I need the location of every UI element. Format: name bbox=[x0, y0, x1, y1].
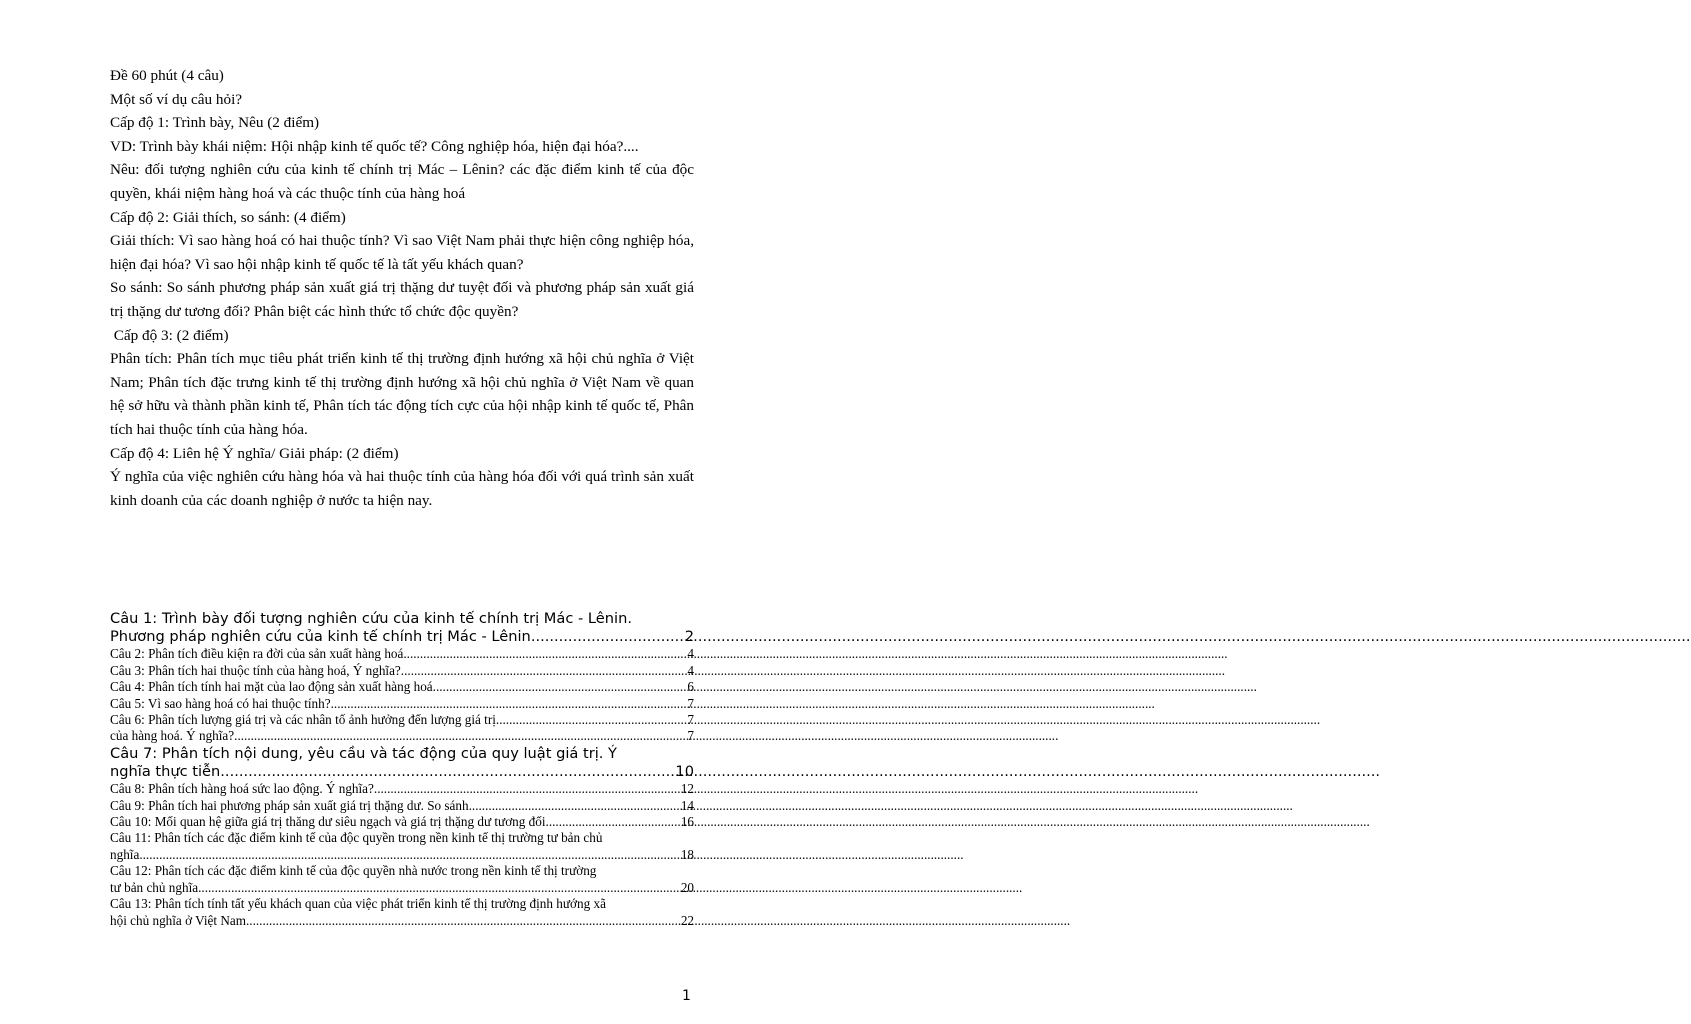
toc-entry-text: tư bản chủ nghĩa bbox=[110, 879, 199, 895]
toc-page-number: 16 bbox=[680, 814, 694, 830]
level-1-example: VD: Trình bày khái niệm: Hội nhập kinh tế quốc tế? Công nghiệp hóa, hiện đại hóa?.... bbox=[110, 137, 639, 155]
toc-entry-1[interactable] bbox=[110, 610, 694, 646]
toc-leader bbox=[198, 880, 681, 896]
toc-entry-13[interactable] bbox=[110, 896, 694, 929]
level-2-heading: Cấp độ 2: Giải thích, so sánh: (4 điểm) bbox=[110, 208, 346, 226]
sample-questions-heading: Một số ví dụ câu hỏi? bbox=[110, 90, 243, 108]
toc-entry-7[interactable] bbox=[110, 745, 694, 781]
toc-entry-text: Câu 5: Vì sao hàng hoá có hai thuộc tính? bbox=[110, 695, 331, 711]
toc-entry-9[interactable] bbox=[110, 798, 694, 814]
document-page bbox=[0, 0, 768, 1024]
toc-entry-3[interactable] bbox=[110, 663, 694, 679]
toc-leader bbox=[246, 913, 681, 929]
toc-entry-text: Câu 12: Phân tích các đặc điểm kinh tế của độc quyền nhà nước trong nền kinh tế thị trường bbox=[110, 863, 597, 879]
toc-entry-text: Phương pháp nghiên cứu của kinh tế chính trị Mác - Lênin bbox=[110, 628, 531, 646]
toc-leader bbox=[531, 628, 685, 646]
toc-leader bbox=[220, 763, 675, 781]
toc-entry-2[interactable] bbox=[110, 646, 694, 662]
exam-duration: Đề 60 phút (4 câu) bbox=[110, 67, 224, 84]
toc-entry-text: Câu 13: Phân tích tính tất yếu khách quan của việc phát triển kinh tế thị trường định hướng xã bbox=[110, 896, 606, 912]
toc-entry-text: nghĩa thực tiễn bbox=[110, 763, 221, 781]
table-of-contents bbox=[110, 610, 694, 929]
toc-entry-10[interactable] bbox=[110, 814, 694, 830]
toc-page-number: 2 bbox=[684, 628, 694, 646]
level-2-compare: So sánh: So sánh phương pháp sản xuất giá trị thặng dư tuyệt đối và phương pháp sản xuất giá trị thặng dư tương đối? Phân biệt các hình thức tổ chức độc quyền? bbox=[110, 279, 694, 320]
toc-entry-text: Câu 7: Phân tích nội dung, yêu cầu và tác động của quy luật giá trị. Ý bbox=[110, 744, 617, 762]
toc-page-number: 22 bbox=[680, 912, 694, 928]
toc-leader bbox=[234, 728, 687, 744]
toc-page-number: 6 bbox=[687, 679, 694, 695]
level-3-heading: Cấp độ 3: (2 điểm) bbox=[110, 326, 229, 344]
toc-entry-12[interactable] bbox=[110, 863, 694, 896]
toc-leader bbox=[433, 679, 688, 695]
toc-entry-6[interactable] bbox=[110, 712, 694, 728]
toc-entry-text: Câu 6: Phân tích lượng giá trị và các nhân tố ảnh hưởng đến lượng giá trị bbox=[110, 712, 496, 728]
toc-leader bbox=[403, 646, 687, 662]
toc-leader bbox=[401, 663, 688, 679]
toc-page-number: 12 bbox=[680, 781, 694, 797]
level-3-analyze: Phân tích: Phân tích mục tiêu phát triển kinh tế thị trường định hướng xã hội chủ nghĩa ở Việt Nam; Phân tích đặc trưng kinh tế thị trường định hướng xã hội chủ nghĩa ở Việt Nam về quan hệ sở hữu và thành phần kinh tế, Phân tích tác động tích cực của hội nhập kinh tế quốc tế, Phân tích hai thuộc tính của hàng hóa. bbox=[110, 350, 694, 438]
toc-entry-5[interactable] bbox=[110, 696, 694, 712]
toc-page-number: 20 bbox=[680, 879, 694, 895]
toc-entry-4[interactable] bbox=[110, 679, 694, 695]
toc-entry-text: Câu 2: Phân tích điều kiện ra đời của sản xuất hàng hoá bbox=[110, 646, 404, 662]
toc-entry-text: Câu 9: Phân tích hai phương pháp sản xuất giá trị thặng dư. So sánh bbox=[110, 797, 469, 813]
toc-leader bbox=[331, 696, 688, 712]
toc-entry-text: nghĩa bbox=[110, 846, 140, 862]
toc-leader bbox=[469, 798, 681, 814]
exam-intro bbox=[110, 64, 694, 512]
toc-entry-text: Câu 8: Phân tích hàng hoá sức lao động. Ý nghĩa? bbox=[110, 781, 374, 797]
level-4-heading: Cấp độ 4: Liên hệ Ý nghĩa/ Giải pháp: (2 điểm) bbox=[110, 444, 399, 462]
level-1-state: Nêu: đối tượng nghiên cứu của kinh tế chính trị Mác – Lênin? các đặc điểm kinh tế của độc quyền, khái niệm hàng hoá và các thuộc tính của hàng hoá bbox=[110, 161, 694, 202]
toc-page-number: 14 bbox=[680, 797, 694, 813]
toc-page-number: 10 bbox=[675, 763, 694, 781]
level-1-heading: Cấp độ 1: Trình bày, Nêu (2 điểm) bbox=[110, 114, 320, 132]
toc-page-number: 18 bbox=[680, 846, 694, 862]
level-2-explain: Giải thích: Vì sao hàng hoá có hai thuộc tính? Vì sao Việt Nam phải thực hiện công nghiệp hóa, hiện đại hóa? Vì sao hội nhập kinh tế quốc tế là tất yếu khách quan? bbox=[110, 232, 694, 273]
toc-leader bbox=[496, 712, 688, 728]
toc-leader bbox=[374, 781, 681, 797]
toc-entry-text: Câu 1: Trình bày đối tượng nghiên cứu của kinh tế chính trị Mác - Lênin. bbox=[110, 610, 632, 627]
toc-entry-6b[interactable] bbox=[110, 728, 694, 744]
level-4-meaning: Ý nghĩa của việc nghiên cứu hàng hóa và hai thuộc tính của hàng hóa đối với quá trình sản xuất kinh doanh của các doanh nghiệp ở nước ta hiện nay. bbox=[110, 468, 694, 509]
toc-entry-text: Câu 10: Mối quan hệ giữa giá trị thăng dư siêu ngạch và giá trị thặng dư tương đối bbox=[110, 814, 546, 830]
toc-entry-text: Câu 4: Phân tích tính hai mặt của lao động sản xuất hàng hoá bbox=[110, 679, 433, 695]
toc-leader bbox=[546, 814, 681, 830]
toc-entry-text: của hàng hoá. Ý nghĩa? bbox=[110, 728, 235, 744]
toc-page-number: 7 bbox=[687, 712, 694, 728]
toc-entry-8[interactable] bbox=[110, 781, 694, 797]
page-number: 1 bbox=[682, 988, 691, 1004]
toc-leader bbox=[139, 847, 681, 863]
toc-page-number: 7 bbox=[687, 728, 694, 744]
toc-page-number: 7 bbox=[687, 695, 694, 711]
toc-entry-text: hội chủ nghĩa ở Việt Nam bbox=[110, 912, 246, 928]
toc-entry-11[interactable] bbox=[110, 830, 694, 863]
toc-entry-text: Câu 11: Phân tích các đặc điểm kinh tế của độc quyền trong nền kinh tế thị trường tư bản chủ bbox=[110, 830, 603, 846]
toc-page-number: 4 bbox=[687, 662, 694, 678]
toc-page-number: 4 bbox=[687, 646, 694, 662]
toc-entry-text: Câu 3: Phân tích hai thuộc tính của hàng hoá, Ý nghĩa? bbox=[110, 662, 401, 678]
